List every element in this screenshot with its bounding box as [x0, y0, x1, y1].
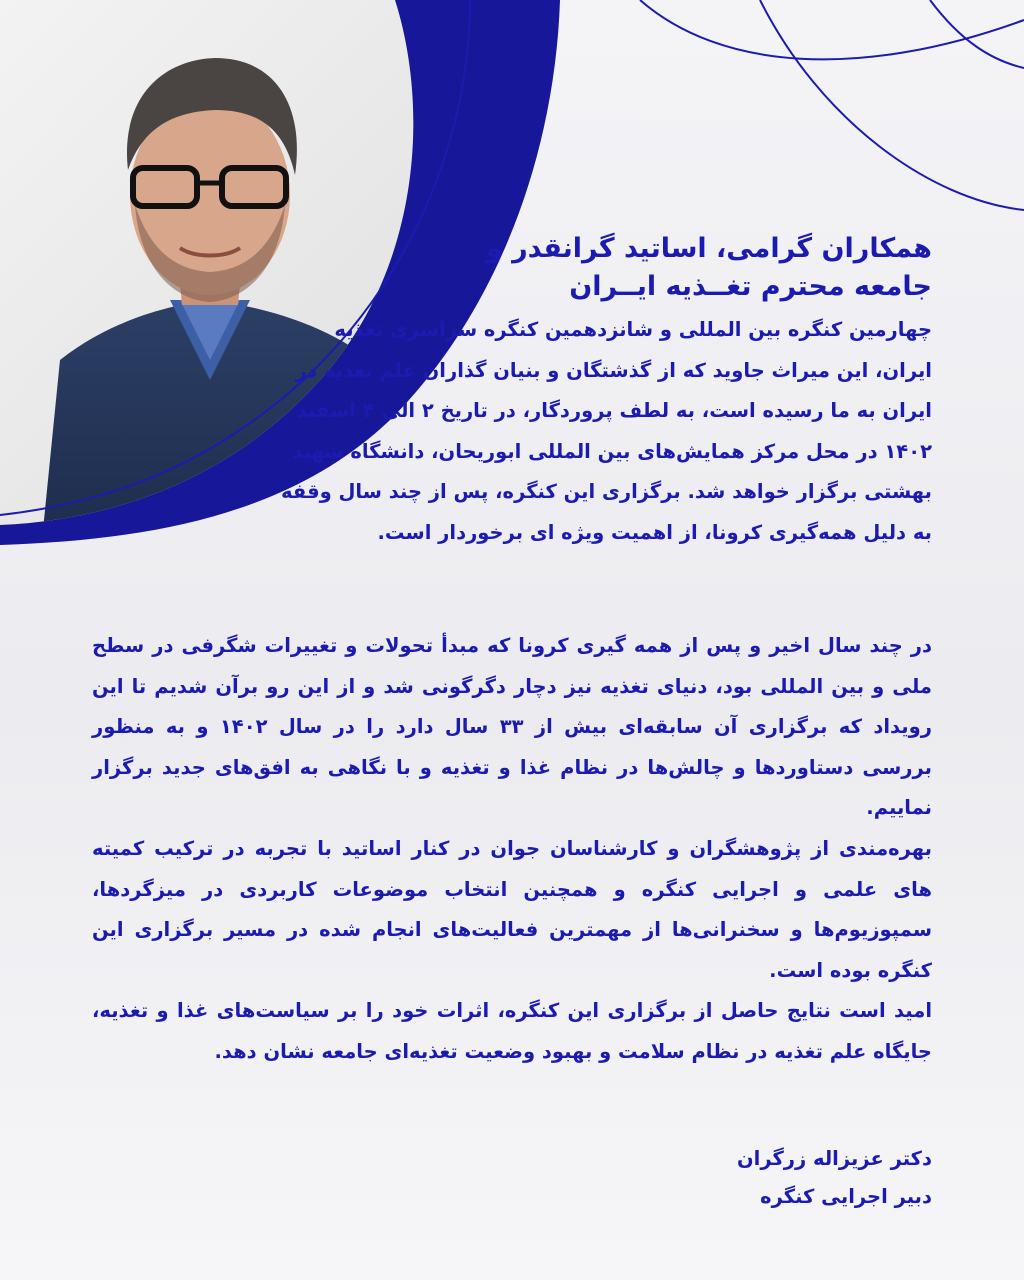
body-paragraph-1: در چند سال اخیر و پس از همه گیری کرونا که مبدأ تحولات و تغییرات شگرفی در سطح ملی و بین المللی بود، دنیای تغذیه نیز دچار دگرگونی شد و از این رو برآن شدیم تا این رویداد که برگزاری آن سابقه‌ای بیش از ۳۳ سال دارد را در سال ۱۴۰۲ و به منظور بررسی دستاوردها و چالش‌ها در نظام غذا و تغذیه و با نگاهی به افق‌های جدید برگزار نماییم.	[92, 634, 932, 820]
greeting-heading-line-2: جامعه محترم تغــذیه ایــران	[569, 271, 932, 302]
body-paragraph-3: امید است نتایج حاصل از برگزاری این کنگره، اثرات خود را بر سیاست‌های غذا و تغذیه، جایگاه علم تغذیه در نظام سلامت و بهبود وضعیت تغذیه‌ای جامعه نشان دهد.	[92, 999, 932, 1063]
corner-arc-1	[640, 0, 1024, 59]
signature-block	[532, 1140, 932, 1216]
greeting-heading-line-1: همکاران گرامی، اساتید گرانقدر و	[485, 233, 932, 264]
body-paragraph-2: بهره‌مندی از پژوهشگران و کارشناسان جوان در کنار اساتید با تجربه در ترکیب کمیته های علمی و اجرایی کنگره و همچنین انتخاب موضوعات کاربردی در میزگردها، سمپوزیوم‌ها و سخنرانی‌ها از مهمترین فعالیت‌های انجام شده در مسیر برگزاری این کنگره بوده است.	[92, 836, 932, 982]
greeting-heading	[292, 230, 932, 306]
corner-arc-2	[760, 0, 1024, 210]
signature-role: دبیر اجرایی کنگره	[760, 1185, 932, 1208]
letter-body	[92, 626, 932, 1073]
corner-arc-3	[930, 0, 1024, 68]
signature-name: دکتر عزیزاله زرگران	[737, 1147, 932, 1170]
intro-paragraph: چهارمین کنگره بین المللی و شانزدهمین کنگره سراسری تغذیه ایران، این میراث جاوید که از گذشتگان و بنیان گذاران علم تغذیه در ایران به ما رسیده است، به لطف پروردگار، در تاریخ ۲ الی ۴ اسفند ۱۴۰۲ در محل مرکز همایش‌های بین المللی ابوریحان، دانشگاه شهید بهشتی برگزار خواهد شد. برگزاری این کنگره، پس از چند سال وقفه به دلیل همه‌گیری کرونا، از اهمیت ویژه ای برخوردار است.	[280, 318, 932, 544]
